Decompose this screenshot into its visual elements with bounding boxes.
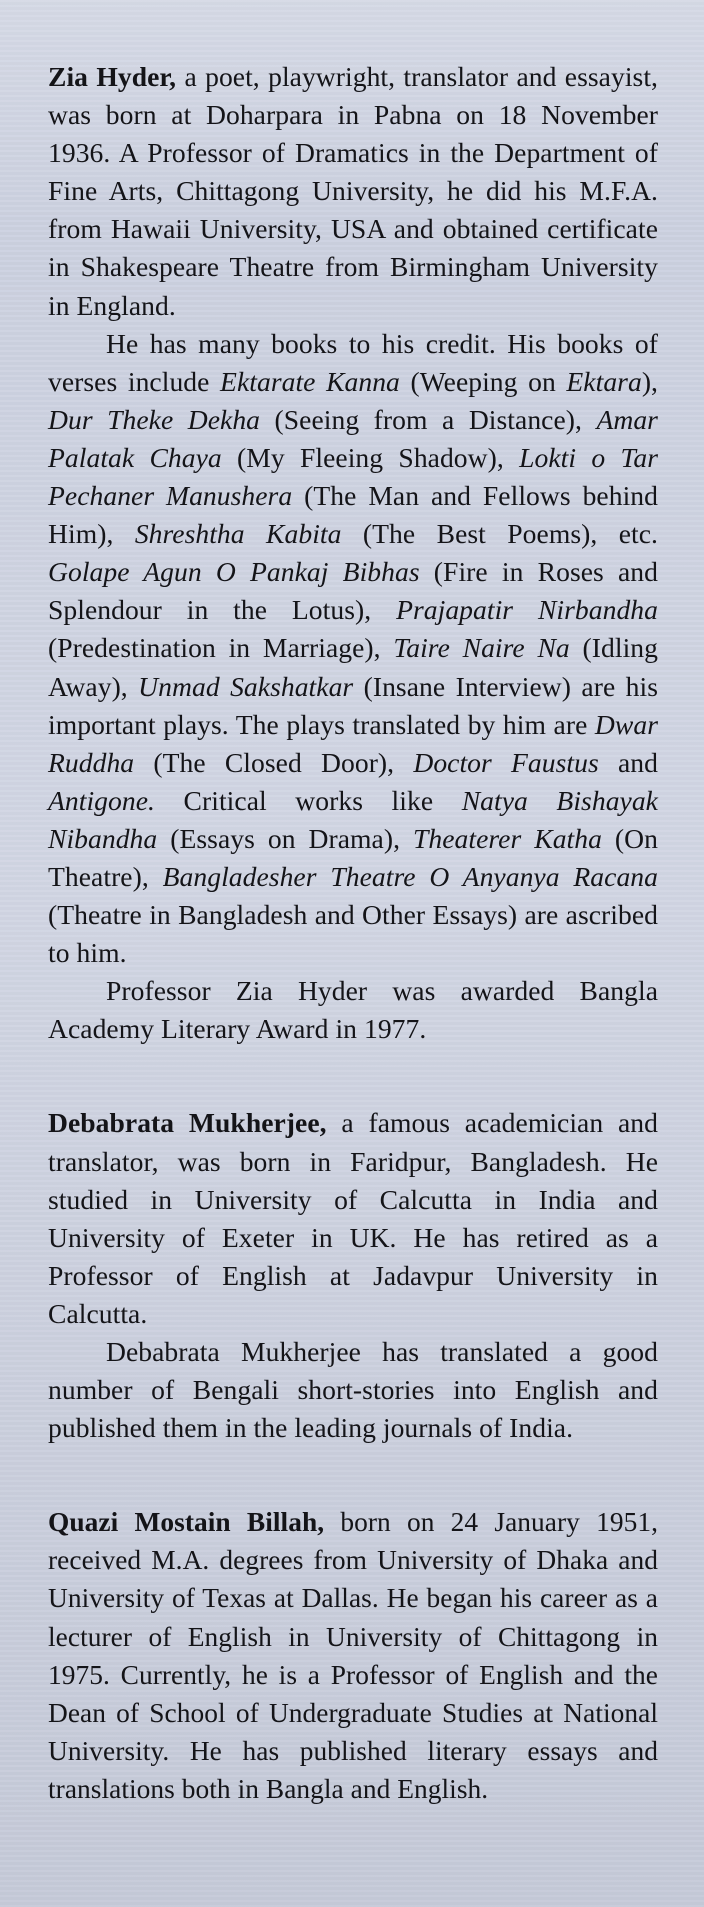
italic-title: Dwar Ruddha [48,708,658,778]
bio-paragraph [48,1333,658,1447]
bio-name: Debabrata Mukherjee, [48,1107,327,1139]
text-run: ), [641,365,658,397]
text-run: born on 24 January 1951, received M.A. degrees from University of Dhaka and University of Texas at Dallas. He began his career as a lecturer of English in University of Chittagong in 1975. Currently, he is a Professor of English and the Dean of School of Undergraduate Studies at National University. He has published literary essays and translations both in Bangla and English. [48,1507,658,1804]
text-run: (On Theatre), [48,822,658,892]
bio-paragraph [48,325,658,973]
text-run: (My Fleeing Shadow), [221,441,520,473]
italic-title: Lokti o Tar Pechaner Manushera [48,441,659,512]
text-run: (The Man and Fellows behind Him), [48,480,658,550]
text-run: (The Best Poems), etc. [341,518,658,550]
italic-title: Antigone. [48,784,155,816]
italic-title: Ektarate Kanna [220,365,400,397]
text-run: (Insane Interview) are his important plays. The plays translated by him are [48,670,658,740]
italic-title: Taire Naire Na [393,632,570,664]
text-run: (Theatre in Bangladesh and Other Essays) are ascribed to him. [48,899,658,969]
italic-title: Natya Bishayak Nibandha [48,784,658,854]
text-run: (Fire in Roses and Splendour in the Lotus), [48,556,658,626]
text-run: (Predestination in Marriage), [48,632,394,664]
italic-title: Prajapatir Nirbandha [396,594,658,626]
bio-quazi-mostain-billah [48,1503,658,1808]
bio-paragraph [48,1104,658,1333]
text-run: Critical works like [154,784,462,816]
italic-title: Theaterer Katha [413,822,602,854]
italic-title: Unmad Sakshatkar [138,670,354,702]
rich-text [48,975,658,1044]
text-run: (Idling Away), [48,632,658,702]
italic-title: Dur Theke Dekha [48,403,261,435]
bio-paragraph [48,972,658,1048]
italic-title: Amar Palatak Chaya [48,403,658,473]
text-run: a poet, playwright, translator and essayist, was born at Doharpara in Pabna on 18 November 1936. A Professor of Dramatics in the Department of Fine Arts, Chittagong University, he did his M.F.A. from Hawaii University, USA and obtained certificate in Shakespeare Theatre from Birmingham University in England. [48,61,658,321]
rich-text [48,1336,658,1443]
text-run: (Weeping on [399,365,567,397]
text-run: (The Closed Door), [134,746,414,778]
italic-title: Golape Agun O Pankaj Bibhas [48,556,420,588]
bio-paragraph [48,1503,658,1808]
text-run: Professor Zia Hyder was awarded Bangla Academy Literary Award in 1977. [48,975,658,1045]
bio-paragraph [48,58,658,325]
bio-name: Quazi Mostain Billah, [48,1507,325,1538]
rich-text [48,1507,658,1804]
bio-debabrata-mukherjee [48,1104,658,1447]
text-run: (Seeing from a Distance), [260,403,597,435]
text-run: a famous academician and translator, was born in Faridpur, Bangladesh. He studied in University of Calcutta in India and University of Exeter in UK. He has retired as a Professor of English at Jadavpur University in Calcutta. [48,1107,658,1329]
rich-text [48,1107,658,1328]
text-run: Debabrata Mukherjee has translated a good number of Bengali short-stories into English and published them in the leading journals of India. [48,1336,658,1444]
bio-zia-hyder [48,58,658,1048]
text-run: (Essays on Drama), [157,822,414,854]
italic-title: Ektara [566,365,642,397]
text-run: He has many books to his credit. His books of verses include [48,327,658,397]
rich-text [48,61,658,321]
bio-name: Zia Hyder, [48,61,177,92]
rich-text [48,328,658,969]
italic-title: Doctor Faustus [413,746,599,778]
italic-title: Bangladesher Theatre O Anyanya Racana [162,860,658,892]
italic-title: Shreshtha Kabita [134,518,342,550]
text-run: and [598,746,658,778]
